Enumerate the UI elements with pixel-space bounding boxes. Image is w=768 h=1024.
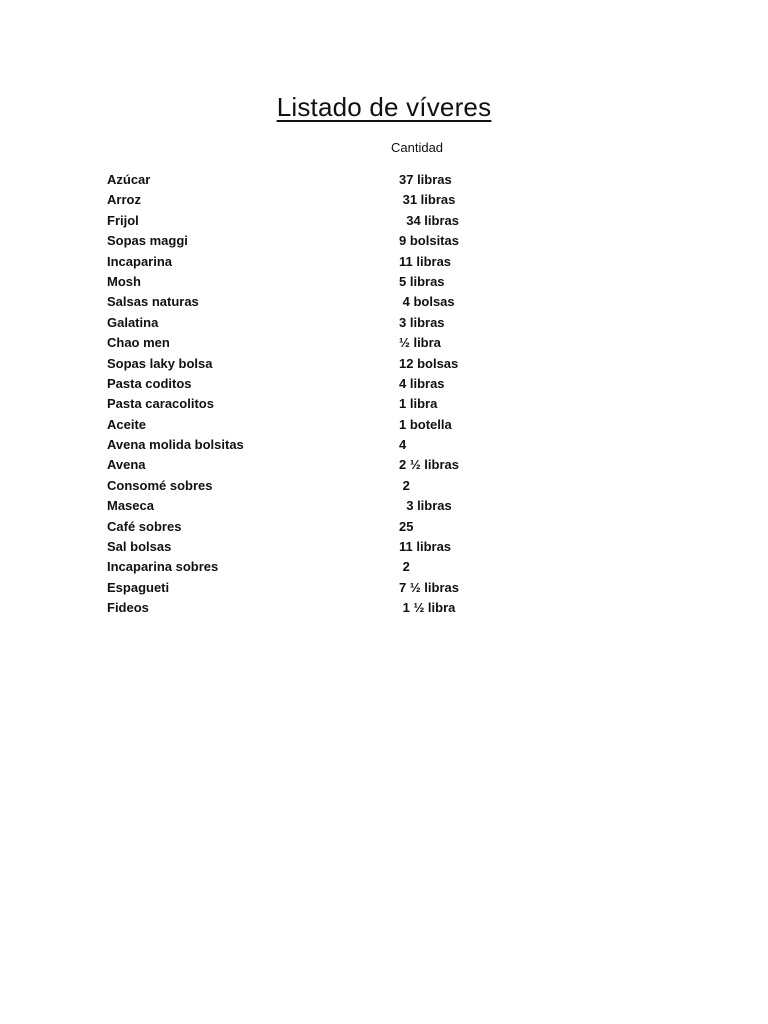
item-name: Fideos xyxy=(107,600,149,616)
item-name: Arroz xyxy=(107,192,141,208)
list-item xyxy=(107,273,527,293)
item-quantity: 3 libras xyxy=(399,314,445,330)
item-quantity: 11 libras xyxy=(399,539,452,555)
list-item xyxy=(107,477,527,497)
item-quantity: 34 libras xyxy=(399,212,459,228)
list-item xyxy=(107,518,527,538)
item-name: Espagueti xyxy=(107,579,170,595)
item-quantity: 2 xyxy=(399,559,410,575)
list-item xyxy=(107,314,527,334)
item-name: Galatina xyxy=(107,314,159,330)
list-item xyxy=(107,232,527,252)
list-item xyxy=(107,355,527,375)
item-quantity: 25 xyxy=(399,518,414,534)
item-name: Mosh xyxy=(107,273,141,289)
list-item xyxy=(107,416,527,436)
item-name: Incaparina sobres xyxy=(107,559,219,575)
item-name: Maseca xyxy=(107,498,154,514)
list-item xyxy=(107,334,527,354)
item-quantity: 7 ½ libras xyxy=(399,579,459,595)
item-name: Frijol xyxy=(107,212,139,228)
item-name: Avena xyxy=(107,457,146,473)
list-item xyxy=(107,456,527,476)
list-item xyxy=(107,293,527,313)
item-quantity: ½ libra xyxy=(399,335,441,351)
page-title: Listado de víveres xyxy=(276,92,492,122)
list-item xyxy=(107,579,527,599)
list-item xyxy=(107,395,527,415)
item-name: Café sobres xyxy=(107,518,182,534)
item-quantity: 1 botella xyxy=(399,416,452,432)
list-item xyxy=(107,599,527,619)
list-item xyxy=(107,253,527,273)
list-item xyxy=(107,436,527,456)
item-name: Incaparina xyxy=(107,253,173,269)
list-item xyxy=(107,538,527,558)
item-quantity: 4 xyxy=(399,437,407,453)
item-quantity: 11 libras xyxy=(399,253,452,269)
list-item xyxy=(107,171,527,191)
item-name: Azúcar xyxy=(107,172,151,187)
list-item xyxy=(107,191,527,211)
item-quantity: 3 libras xyxy=(399,498,452,514)
list-item xyxy=(107,375,527,395)
grocery-list xyxy=(107,171,527,620)
item-name: Sopas laky bolsa xyxy=(107,355,213,371)
item-quantity: 4 libras xyxy=(399,375,445,391)
item-quantity: 5 libras xyxy=(399,273,445,289)
item-name: Sal bolsas xyxy=(107,539,172,555)
item-quantity: 1 libra xyxy=(399,396,438,412)
list-item xyxy=(107,558,527,578)
item-quantity: 12 bolsas xyxy=(399,355,459,371)
item-name: Pasta coditos xyxy=(107,375,192,391)
list-item xyxy=(107,497,527,517)
item-quantity: 31 libras xyxy=(399,192,456,208)
item-name: Avena molida bolsitas xyxy=(107,437,244,453)
quantity-column-header: Cantidad xyxy=(391,140,444,155)
item-name: Pasta caracolitos xyxy=(107,396,214,412)
item-quantity: 2 xyxy=(399,477,410,493)
item-name: Aceite xyxy=(107,416,147,432)
item-name: Sopas maggi xyxy=(107,233,188,249)
item-quantity: 9 bolsitas xyxy=(399,233,459,249)
item-quantity: 37 libras xyxy=(399,172,452,187)
item-quantity: 1 ½ libra xyxy=(399,600,456,616)
item-name: Chao men xyxy=(107,335,170,351)
item-quantity: 4 bolsas xyxy=(399,294,455,310)
item-quantity: 2 ½ libras xyxy=(399,457,459,473)
item-name: Salsas naturas xyxy=(107,294,199,310)
list-item xyxy=(107,212,527,232)
item-name: Consomé sobres xyxy=(107,477,213,493)
